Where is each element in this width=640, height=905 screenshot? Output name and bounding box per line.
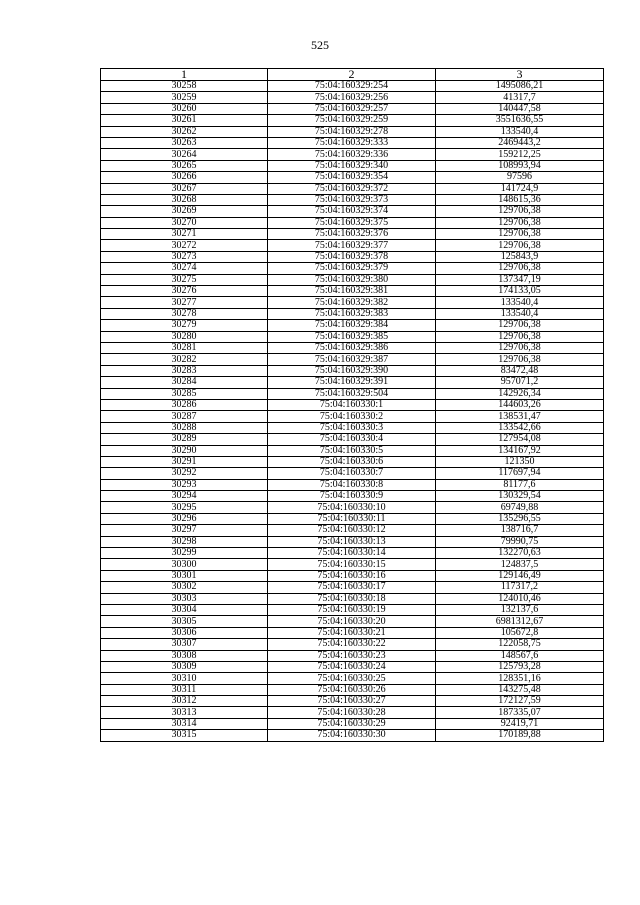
cadastral-number-cell: 75:04:160330:28: [268, 707, 436, 718]
cadastral-number-cell: 75:04:160330:25: [268, 673, 436, 684]
row-number-cell: 30298: [101, 536, 268, 547]
row-number-cell: 30299: [101, 548, 268, 559]
table-row: [101, 525, 604, 536]
table-row: [101, 639, 604, 650]
row-number-cell: 30300: [101, 559, 268, 570]
table-row: [101, 206, 604, 217]
value-cell: 134167,92: [436, 445, 604, 456]
row-number-cell: 30264: [101, 149, 268, 160]
cadastral-number-cell: 75:04:160330:23: [268, 650, 436, 661]
cadastral-number-cell: 75:04:160329:381: [268, 286, 436, 297]
row-number-cell: 30259: [101, 92, 268, 103]
value-cell: 140447,58: [436, 103, 604, 114]
row-number-cell: 30296: [101, 513, 268, 524]
cadastral-number-cell: 75:04:160330:17: [268, 582, 436, 593]
cadastral-number-cell: 75:04:160330:13: [268, 536, 436, 547]
row-number-cell: 30292: [101, 468, 268, 479]
cadastral-number-cell: 75:04:160330:3: [268, 422, 436, 433]
row-number-cell: 30287: [101, 411, 268, 422]
cadastral-number-cell: 75:04:160330:2: [268, 411, 436, 422]
cadastral-number-cell: 75:04:160329:378: [268, 251, 436, 262]
cadastral-number-cell: 75:04:160329:256: [268, 92, 436, 103]
value-cell: 124010,46: [436, 593, 604, 604]
cadastral-number-cell: 75:04:160330:15: [268, 559, 436, 570]
value-cell: 124837,5: [436, 559, 604, 570]
value-cell: 105672,8: [436, 627, 604, 638]
table-row: [101, 456, 604, 467]
value-cell: 129706,38: [436, 229, 604, 240]
value-cell: 135296,55: [436, 513, 604, 524]
cadastral-number-cell: 75:04:160329:504: [268, 388, 436, 399]
cadastral-number-cell: 75:04:160329:380: [268, 274, 436, 285]
row-number-cell: 30304: [101, 604, 268, 615]
value-cell: 129706,38: [436, 217, 604, 228]
cadastral-number-cell: 75:04:160330:9: [268, 491, 436, 502]
table-row: [101, 422, 604, 433]
cadastral-number-cell: 75:04:160330:6: [268, 456, 436, 467]
value-cell: 144603,26: [436, 399, 604, 410]
table-row: [101, 342, 604, 353]
table-row: [101, 388, 604, 399]
table-row: [101, 673, 604, 684]
cadastral-number-cell: 75:04:160330:29: [268, 718, 436, 729]
table-row: [101, 103, 604, 114]
table-row: [101, 194, 604, 205]
value-cell: 170189,88: [436, 730, 604, 741]
table-row: [101, 365, 604, 376]
value-cell: 117317,2: [436, 582, 604, 593]
cadastral-number-cell: 75:04:160329:254: [268, 81, 436, 92]
value-cell: 172127,59: [436, 696, 604, 707]
row-number-cell: 30309: [101, 661, 268, 672]
row-number-cell: 30303: [101, 593, 268, 604]
table-row: [101, 570, 604, 581]
table-row: [101, 126, 604, 137]
cadastral-number-cell: 75:04:160329:379: [268, 263, 436, 274]
value-cell: 141724,9: [436, 183, 604, 194]
header-row: [101, 69, 604, 81]
table-row: [101, 684, 604, 695]
row-number-cell: 30312: [101, 696, 268, 707]
value-cell: 127954,08: [436, 434, 604, 445]
cadastral-number-cell: 75:04:160330:21: [268, 627, 436, 638]
table-header: [101, 69, 604, 81]
table-row: [101, 434, 604, 445]
value-cell: 187335,07: [436, 707, 604, 718]
cadastral-number-cell: 75:04:160330:8: [268, 479, 436, 490]
table-row: [101, 331, 604, 342]
value-cell: 92419,71: [436, 718, 604, 729]
cadastral-number-cell: 75:04:160330:4: [268, 434, 436, 445]
cadastral-number-cell: 75:04:160329:374: [268, 206, 436, 217]
row-number-cell: 30286: [101, 399, 268, 410]
row-number-cell: 30267: [101, 183, 268, 194]
row-number-cell: 30293: [101, 479, 268, 490]
cadastral-number-cell: 75:04:160330:20: [268, 616, 436, 627]
value-cell: 129706,38: [436, 206, 604, 217]
row-number-cell: 30289: [101, 434, 268, 445]
table-row: [101, 160, 604, 171]
cadastral-number-cell: 75:04:160329:384: [268, 320, 436, 331]
cadastral-number-cell: 75:04:160329:340: [268, 160, 436, 171]
cadastral-number-cell: 75:04:160330:10: [268, 502, 436, 513]
row-number-cell: 30308: [101, 650, 268, 661]
table-row: [101, 377, 604, 388]
cadastral-number-cell: 75:04:160329:375: [268, 217, 436, 228]
table-row: [101, 172, 604, 183]
cadastral-number-cell: 75:04:160329:278: [268, 126, 436, 137]
cadastral-number-cell: 75:04:160330:18: [268, 593, 436, 604]
value-cell: 133540,4: [436, 126, 604, 137]
table-row: [101, 445, 604, 456]
value-cell: 132137,6: [436, 604, 604, 615]
cadastral-number-cell: 75:04:160329:377: [268, 240, 436, 251]
row-number-cell: 30280: [101, 331, 268, 342]
data-table: [100, 68, 604, 742]
table-row: [101, 479, 604, 490]
table-row: [101, 263, 604, 274]
table-row: [101, 650, 604, 661]
value-cell: 129706,38: [436, 320, 604, 331]
row-number-cell: 30297: [101, 525, 268, 536]
value-cell: 129706,38: [436, 342, 604, 353]
value-cell: 117697,94: [436, 468, 604, 479]
row-number-cell: 30277: [101, 297, 268, 308]
table-row: [101, 707, 604, 718]
row-number-cell: 30301: [101, 570, 268, 581]
table-row: [101, 604, 604, 615]
row-number-cell: 30266: [101, 172, 268, 183]
value-cell: 69749,88: [436, 502, 604, 513]
table-row: [101, 183, 604, 194]
row-number-cell: 30305: [101, 616, 268, 627]
table-row: [101, 513, 604, 524]
value-cell: 132270,63: [436, 548, 604, 559]
table-row: [101, 582, 604, 593]
cadastral-number-cell: 75:04:160330:1: [268, 399, 436, 410]
value-cell: 121350: [436, 456, 604, 467]
table-row: [101, 92, 604, 103]
cadastral-number-cell: 75:04:160329:336: [268, 149, 436, 160]
table-row: [101, 115, 604, 126]
row-number-cell: 30279: [101, 320, 268, 331]
cadastral-number-cell: 75:04:160329:376: [268, 229, 436, 240]
cadastral-number-cell: 75:04:160329:386: [268, 342, 436, 353]
table-row: [101, 616, 604, 627]
row-number-cell: 30262: [101, 126, 268, 137]
table-row: [101, 696, 604, 707]
cadastral-number-cell: 75:04:160329:387: [268, 354, 436, 365]
row-number-cell: 30272: [101, 240, 268, 251]
table-row: [101, 411, 604, 422]
value-cell: 41317,7: [436, 92, 604, 103]
value-cell: 125843,9: [436, 251, 604, 262]
value-cell: 148615,36: [436, 194, 604, 205]
value-cell: 138531,47: [436, 411, 604, 422]
table-row: [101, 593, 604, 604]
row-number-cell: 30269: [101, 206, 268, 217]
value-cell: 122058,75: [436, 639, 604, 650]
table-row: [101, 502, 604, 513]
value-cell: 81177,6: [436, 479, 604, 490]
value-cell: 129706,38: [436, 354, 604, 365]
row-number-cell: 30271: [101, 229, 268, 240]
value-cell: 142926,34: [436, 388, 604, 399]
table-row: [101, 354, 604, 365]
value-cell: 83472,48: [436, 365, 604, 376]
row-number-cell: 30274: [101, 263, 268, 274]
row-number-cell: 30307: [101, 639, 268, 650]
value-cell: 108993,94: [436, 160, 604, 171]
table-row: [101, 240, 604, 251]
value-cell: 130329,54: [436, 491, 604, 502]
row-number-cell: 30270: [101, 217, 268, 228]
cadastral-number-cell: 75:04:160330:26: [268, 684, 436, 695]
table-row: [101, 229, 604, 240]
table-row: [101, 308, 604, 319]
table-row: [101, 217, 604, 228]
table-row: [101, 468, 604, 479]
table-row: [101, 286, 604, 297]
cadastral-number-cell: 75:04:160330:5: [268, 445, 436, 456]
value-cell: 137347,19: [436, 274, 604, 285]
cadastral-number-cell: 75:04:160329:333: [268, 137, 436, 148]
row-number-cell: 30284: [101, 377, 268, 388]
value-cell: 129706,38: [436, 263, 604, 274]
value-cell: 79990,75: [436, 536, 604, 547]
row-number-cell: 30281: [101, 342, 268, 353]
value-cell: 129146,49: [436, 570, 604, 581]
cadastral-number-cell: 75:04:160329:385: [268, 331, 436, 342]
cadastral-number-cell: 75:04:160329:382: [268, 297, 436, 308]
cadastral-number-cell: 75:04:160329:372: [268, 183, 436, 194]
row-number-cell: 30315: [101, 730, 268, 741]
value-cell: 97596: [436, 172, 604, 183]
value-cell: 6981312,67: [436, 616, 604, 627]
table-row: [101, 297, 604, 308]
cadastral-number-cell: 75:04:160330:24: [268, 661, 436, 672]
cadastral-number-cell: 75:04:160329:373: [268, 194, 436, 205]
cadastral-number-cell: 75:04:160330:22: [268, 639, 436, 650]
value-cell: 148567,6: [436, 650, 604, 661]
cadastral-number-cell: 75:04:160330:27: [268, 696, 436, 707]
row-number-cell: 30278: [101, 308, 268, 319]
cadastral-number-cell: 75:04:160329:391: [268, 377, 436, 388]
row-number-cell: 30302: [101, 582, 268, 593]
value-cell: 159212,25: [436, 149, 604, 160]
row-number-cell: 30282: [101, 354, 268, 365]
value-cell: 129706,38: [436, 331, 604, 342]
value-cell: 143275,48: [436, 684, 604, 695]
row-number-cell: 30310: [101, 673, 268, 684]
value-cell: 138716,7: [436, 525, 604, 536]
row-number-cell: 30283: [101, 365, 268, 376]
value-cell: 133542,66: [436, 422, 604, 433]
cadastral-number-cell: 75:04:160330:12: [268, 525, 436, 536]
row-number-cell: 30260: [101, 103, 268, 114]
cadastral-number-cell: 75:04:160329:383: [268, 308, 436, 319]
table-row: [101, 274, 604, 285]
table-row: [101, 491, 604, 502]
row-number-cell: 30275: [101, 274, 268, 285]
row-number-cell: 30273: [101, 251, 268, 262]
table-row: [101, 559, 604, 570]
row-number-cell: 30313: [101, 707, 268, 718]
value-cell: 128351,16: [436, 673, 604, 684]
header-cell-1: 1: [101, 69, 268, 81]
value-cell: 2469443,2: [436, 137, 604, 148]
row-number-cell: 30261: [101, 115, 268, 126]
table-row: [101, 718, 604, 729]
row-number-cell: 30265: [101, 160, 268, 171]
header-cell-3: 3: [436, 69, 604, 81]
row-number-cell: 30295: [101, 502, 268, 513]
value-cell: 133540,4: [436, 308, 604, 319]
table-row: [101, 548, 604, 559]
header-cell-2: 2: [268, 69, 436, 81]
value-cell: 957071,2: [436, 377, 604, 388]
row-number-cell: 30276: [101, 286, 268, 297]
value-cell: 133540,4: [436, 297, 604, 308]
cadastral-number-cell: 75:04:160330:14: [268, 548, 436, 559]
table-body: [101, 81, 604, 742]
row-number-cell: 30314: [101, 718, 268, 729]
table-row: [101, 399, 604, 410]
table-row: [101, 320, 604, 331]
row-number-cell: 30263: [101, 137, 268, 148]
value-cell: 1495086,21: [436, 81, 604, 92]
cadastral-number-cell: 75:04:160330:30: [268, 730, 436, 741]
table-row: [101, 536, 604, 547]
row-number-cell: 30306: [101, 627, 268, 638]
cadastral-number-cell: 75:04:160329:259: [268, 115, 436, 126]
table-row: [101, 661, 604, 672]
row-number-cell: 30291: [101, 456, 268, 467]
table-row: [101, 81, 604, 92]
page-number: 525: [311, 38, 329, 52]
row-number-cell: 30288: [101, 422, 268, 433]
value-cell: 129706,38: [436, 240, 604, 251]
row-number-cell: 30285: [101, 388, 268, 399]
cadastral-number-cell: 75:04:160330:16: [268, 570, 436, 581]
value-cell: 174133,05: [436, 286, 604, 297]
cadastral-number-cell: 75:04:160330:19: [268, 604, 436, 615]
row-number-cell: 30268: [101, 194, 268, 205]
table-row: [101, 137, 604, 148]
value-cell: 3551636,55: [436, 115, 604, 126]
table-row: [101, 251, 604, 262]
table-row: [101, 730, 604, 741]
cadastral-number-cell: 75:04:160329:257: [268, 103, 436, 114]
row-number-cell: 30290: [101, 445, 268, 456]
cadastral-number-cell: 75:04:160330:7: [268, 468, 436, 479]
row-number-cell: 30258: [101, 81, 268, 92]
cadastral-number-cell: 75:04:160329:354: [268, 172, 436, 183]
table-row: [101, 149, 604, 160]
row-number-cell: 30311: [101, 684, 268, 695]
value-cell: 125793,28: [436, 661, 604, 672]
cadastral-number-cell: 75:04:160330:11: [268, 513, 436, 524]
table-row: [101, 627, 604, 638]
row-number-cell: 30294: [101, 491, 268, 502]
cadastral-number-cell: 75:04:160329:390: [268, 365, 436, 376]
